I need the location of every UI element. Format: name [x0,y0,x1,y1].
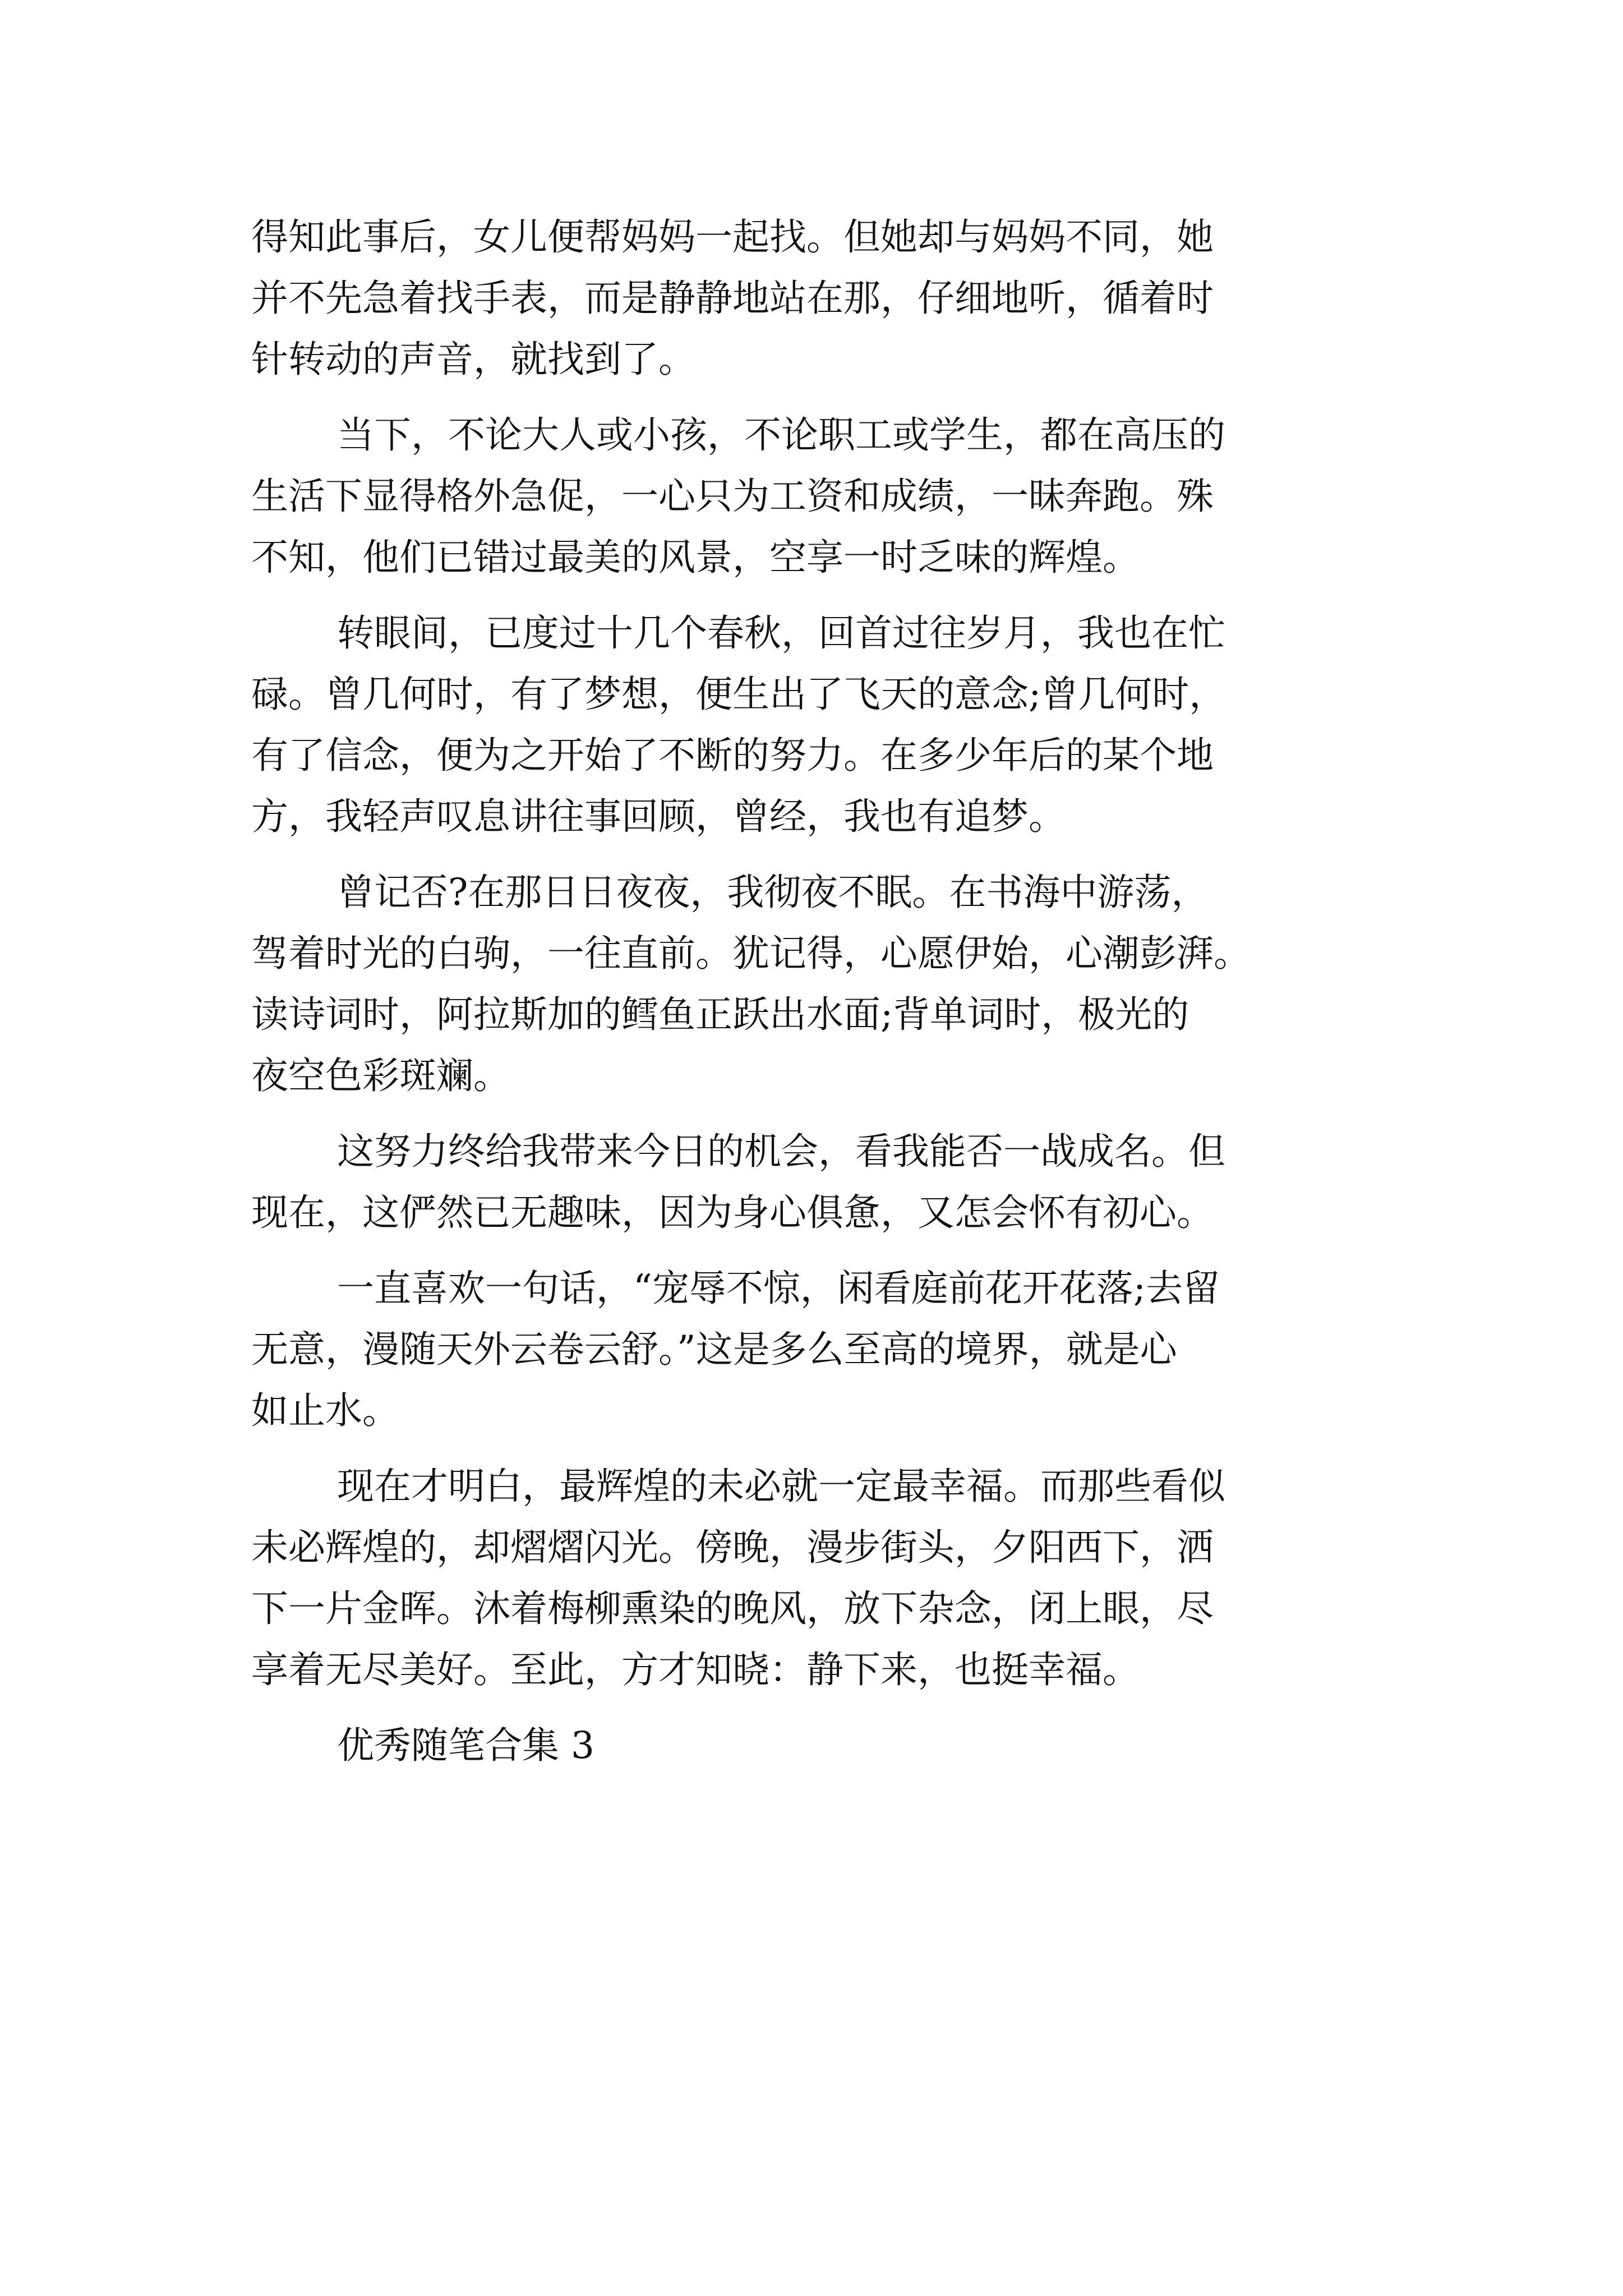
paragraph-2 [251,404,1390,588]
paragraph-line: 现在才明白，最辉煌的未必就一定最幸福。而那些看似 [337,1465,1225,1508]
paragraph-line: 现在，这俨然已无趣味，因为身心俱惫，又怎会怀有初心。 [251,1191,1214,1234]
paragraph-line: 得知此事后，女儿便帮妈妈一起找。但她却与妈妈不同，她 [251,215,1214,259]
paragraph-line: 下一片金晖。沐着梅柳熏染的晚风，放下杂念，闭上眼，尽 [251,1587,1214,1630]
paragraph-line: 针转动的声音，就找到了。 [251,338,695,381]
paragraph-3 [251,602,1390,847]
paragraph-5 [251,1121,1390,1243]
paragraph-spacer [251,1700,1390,1715]
paragraph-line: 并不先急着找手表，而是静静地站在那，仔细地听，循着时 [251,277,1214,320]
paragraph-spacer [251,1441,1390,1456]
paragraph-4 [251,862,1390,1106]
section-heading [251,1715,1390,1776]
paragraph-line: 一直喜欢一句话，“宠辱不惊，闲看庭前花开花落;去留 [337,1267,1220,1310]
paragraph-spacer [251,847,1390,862]
paragraph-line: 这努力终给我带来今日的机会，看我能否一战成名。但 [337,1130,1225,1173]
section-heading-text: 优秀随笔合集 3 [337,1724,594,1767]
paragraph-1 [251,206,1390,390]
paragraph-line: 未必辉煌的，却熠熠闪光。傍晚，漫步街头，夕阳西下，洒 [251,1526,1214,1569]
paragraph-spacer [251,588,1390,602]
paragraph-spacer [251,1106,1390,1121]
paragraph-7 [251,1456,1390,1700]
paragraph-line: 读诗词时，阿拉斯加的鳕鱼正跃出水面;背单词时，极光的 [251,993,1189,1036]
paragraph-line: 转眼间，已度过十几个春秋，回首过往岁月，我也在忙 [337,611,1225,655]
paragraph-line: 不知，他们已错过最美的风景，空享一时乏味的辉煌。 [251,536,1140,579]
paragraph-line: 生活下显得格外急促，一心只为工资和成绩，一昧奔跑。殊 [251,475,1214,518]
paragraph-line: 碌。曾几何时，有了梦想，便生出了飞天的意念;曾几何时， [251,673,1227,716]
paragraph-6 [251,1258,1390,1441]
paragraph-line: 曾记否?在那日日夜夜，我彻夜不眠。在书海中游荡， [337,871,1209,914]
paragraph-line: 驾着时光的白驹，一往直前。犹记得，心愿伊始，心潮彭湃。 [251,932,1251,975]
paragraph-line: 夜空色彩斑斓。 [251,1054,510,1097]
paragraph-line: 有了信念，便为之开始了不断的努力。在多少年后的某个地 [251,734,1214,777]
paragraph-line: 当下，不论大人或小孩，不论职工或学生，都在高压的 [337,413,1225,457]
paragraph-line: 如止水。 [251,1389,399,1432]
paragraph-line: 无意，漫随天外云卷云舒。”这是多么至高的境界，就是心 [251,1328,1177,1371]
paragraph-line: 方，我轻声叹息讲往事回顾，曾经，我也有追梦。 [251,795,1066,838]
paragraph-line: 享着无尽美好。至此，方才知晓：静下来，也挺幸福。 [251,1648,1140,1691]
document-body [251,206,1390,1776]
paragraph-spacer [251,1243,1390,1258]
paragraph-spacer [251,390,1390,404]
